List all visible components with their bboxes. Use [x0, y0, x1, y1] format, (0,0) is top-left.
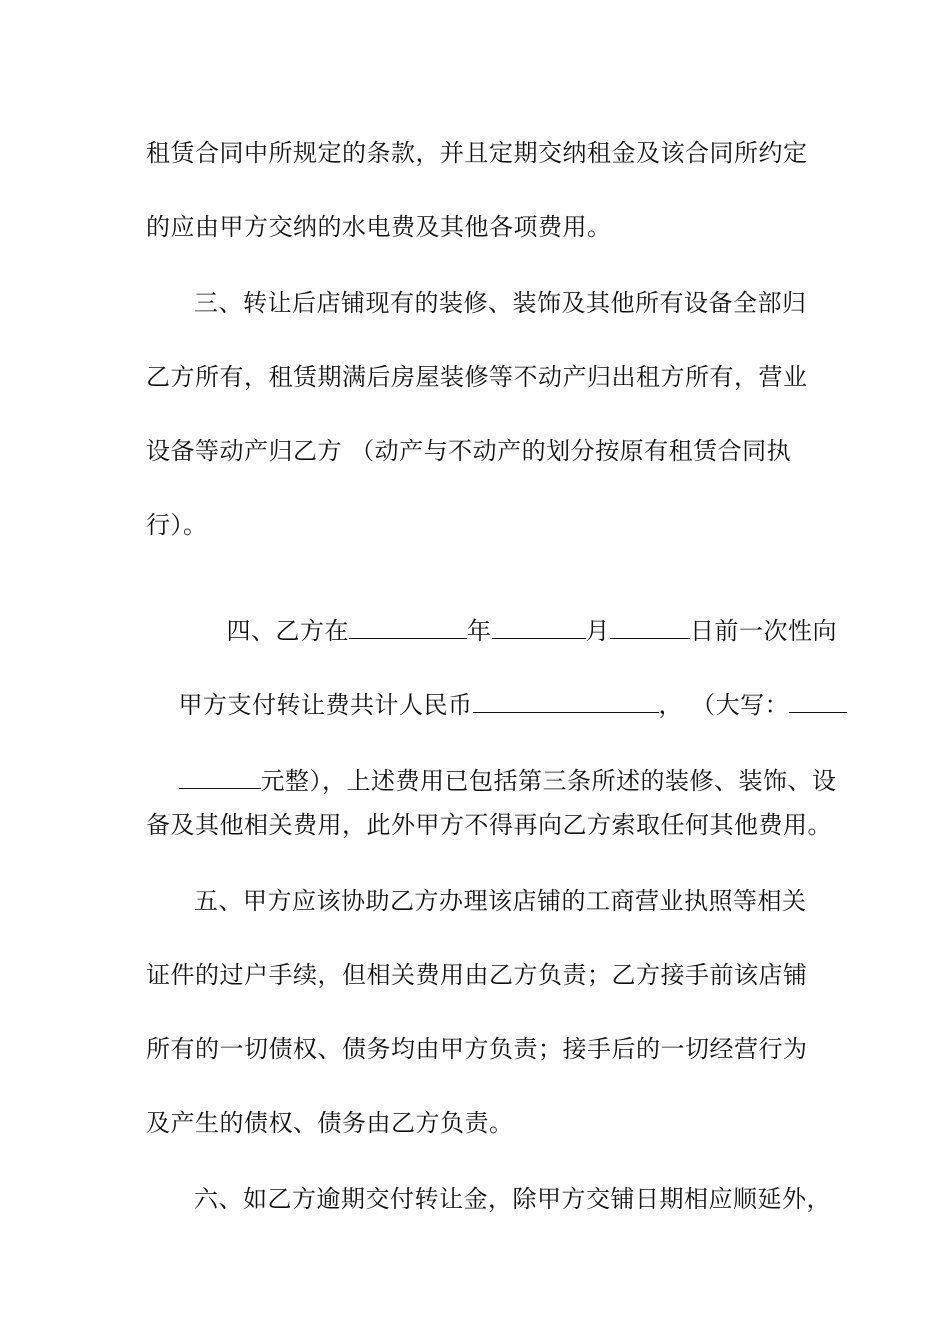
amount-blank[interactable] — [473, 692, 659, 713]
text-line: 所有的一切债权、债务均由甲方负责；接手后的一切经营行为 — [146, 1035, 808, 1063]
payment-text: 甲方支付转让费共计人民币 — [178, 691, 473, 719]
daxie-blank-2[interactable] — [179, 768, 261, 789]
text-line: 备及其他相关费用，此外甲方不得再向乙方索取任何其他费用。 — [146, 811, 832, 839]
clause-6-heading-line: 六、如乙方逾期交付转让金，除甲方交铺日期相应顺延外， — [194, 1185, 831, 1213]
text-line: 租赁合同中所规定的条款，并且定期交纳租金及该合同所约定 — [146, 139, 808, 167]
month-blank[interactable] — [492, 618, 586, 639]
year-blank[interactable] — [349, 618, 467, 639]
comma: ， — [658, 691, 684, 719]
month-label: 月 — [585, 617, 611, 645]
yuan-label: 元整）， — [260, 767, 347, 795]
year-label: 年 — [467, 617, 492, 645]
clause-3-heading-line: 三、转让后店铺现有的装修、装饰及其他所有设备全部归 — [194, 289, 807, 317]
daxie-label: （大写： — [691, 691, 790, 719]
text-line: 行）。 — [146, 511, 208, 539]
clause-5-heading-line: 五、甲方应该协助乙方办理该店铺的工商营业执照等相关 — [194, 887, 807, 915]
text-line: 乙方所有，租赁期满后房屋装修等不动产归出租方所有，营业 — [146, 363, 808, 391]
text-line: 的应由甲方交纳的水电费及其他各项费用。 — [146, 213, 612, 241]
text-line: 设备等动产归乙方 （动产与不动产的划分按原有租赁合同执 — [146, 437, 792, 465]
clause-4-prefix: 四、乙方在 — [226, 617, 350, 645]
text-line: 及产生的债权、债务由乙方负责。 — [146, 1109, 514, 1137]
text-line-rest: 上述费用已包括第三条所述的装修、装饰、设 — [346, 767, 837, 795]
text-line: 证件的过户手续，但相关费用由乙方负责；乙方接手前该店铺 — [146, 961, 808, 989]
day-suffix: 日前一次性向 — [690, 617, 838, 645]
day-blank[interactable] — [610, 618, 690, 639]
daxie-blank-1[interactable] — [789, 692, 847, 713]
